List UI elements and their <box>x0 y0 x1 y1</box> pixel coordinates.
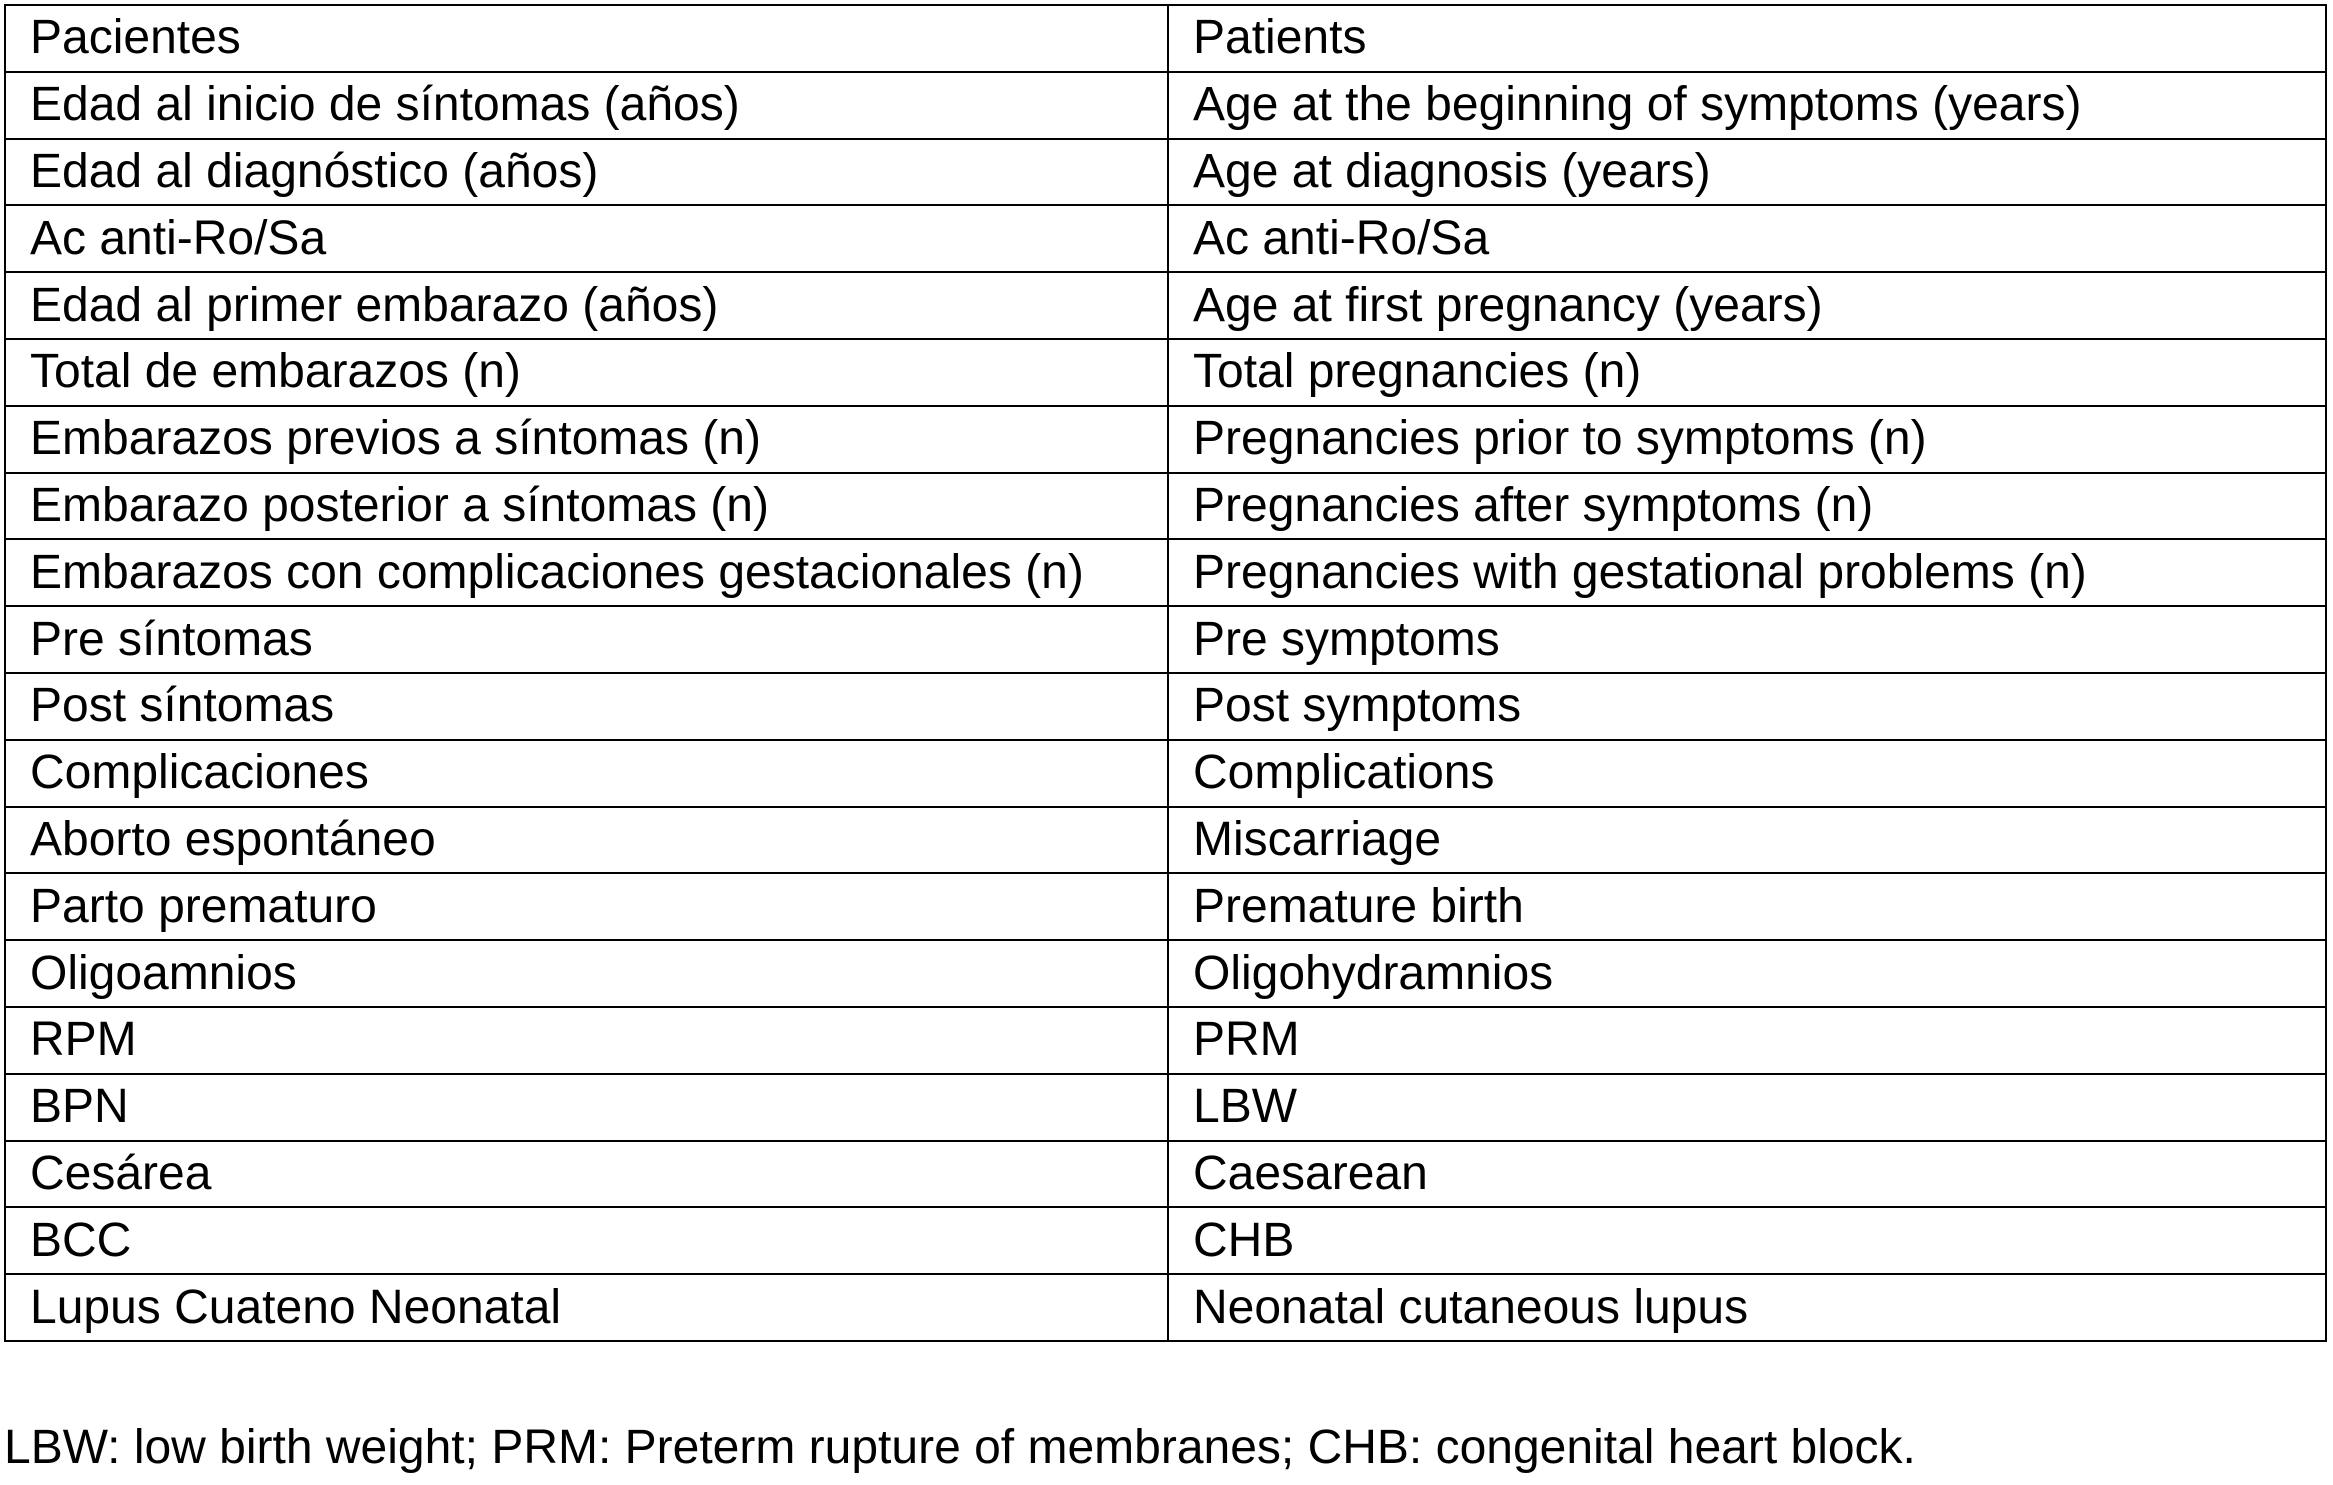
english-term-cell: Oligohydramnios <box>1168 940 2326 1007</box>
spanish-term-cell: RPM <box>5 1007 1168 1074</box>
table-row <box>5 673 2326 740</box>
english-term-cell: Complications <box>1168 740 2326 807</box>
spanish-term-cell: Pre síntomas <box>5 606 1168 673</box>
spanish-term-cell: Lupus Cuateno Neonatal <box>5 1274 1168 1341</box>
spanish-term-cell: Post síntomas <box>5 673 1168 740</box>
spanish-term-cell: BCC <box>5 1207 1168 1274</box>
spanish-term-cell: Ac anti-Ro/Sa <box>5 205 1168 272</box>
english-term-cell: Age at first pregnancy (years) <box>1168 272 2326 339</box>
table-row <box>5 339 2326 406</box>
table-row <box>5 940 2326 1007</box>
translation-table <box>4 4 2327 1342</box>
table-row <box>5 406 2326 473</box>
english-term-cell: LBW <box>1168 1074 2326 1141</box>
spanish-term-cell: Edad al primer embarazo (años) <box>5 272 1168 339</box>
spanish-term-cell: BPN <box>5 1074 1168 1141</box>
spanish-term-cell: Cesárea <box>5 1141 1168 1208</box>
english-term-cell: Premature birth <box>1168 873 2326 940</box>
english-term-cell: Patients <box>1168 5 2326 72</box>
table-row <box>5 205 2326 272</box>
spanish-term-cell: Embarazos con complicaciones gestacionales (n) <box>5 539 1168 606</box>
english-term-cell: Pregnancies prior to symptoms (n) <box>1168 406 2326 473</box>
spanish-term-cell: Aborto espontáneo <box>5 807 1168 874</box>
english-term-cell: Age at diagnosis (years) <box>1168 139 2326 206</box>
table-row <box>5 272 2326 339</box>
table-row <box>5 807 2326 874</box>
table-row <box>5 740 2326 807</box>
table-row <box>5 473 2326 540</box>
english-term-cell: Age at the beginning of symptoms (years) <box>1168 72 2326 139</box>
table-row <box>5 539 2326 606</box>
english-term-cell: Pregnancies with gestational problems (n) <box>1168 539 2326 606</box>
english-term-cell: CHB <box>1168 1207 2326 1274</box>
table-row <box>5 606 2326 673</box>
english-term-cell: Total pregnancies (n) <box>1168 339 2326 406</box>
table-row <box>5 1274 2326 1341</box>
table-body <box>5 5 2326 1341</box>
table-row <box>5 139 2326 206</box>
spanish-term-cell: Embarazo posterior a síntomas (n) <box>5 473 1168 540</box>
spanish-term-cell: Complicaciones <box>5 740 1168 807</box>
table-row <box>5 72 2326 139</box>
spanish-term-cell: Parto prematuro <box>5 873 1168 940</box>
english-term-cell: Neonatal cutaneous lupus <box>1168 1274 2326 1341</box>
table-row <box>5 1007 2326 1074</box>
english-term-cell: Pre symptoms <box>1168 606 2326 673</box>
table-row <box>5 5 2326 72</box>
spanish-term-cell: Pacientes <box>5 5 1168 72</box>
table-footnote: LBW: low birth weight; PRM: Preterm rupture of membranes; CHB: congenital heart block. <box>4 1421 1916 1474</box>
table-row <box>5 873 2326 940</box>
english-term-cell: Ac anti-Ro/Sa <box>1168 205 2326 272</box>
english-term-cell: Miscarriage <box>1168 807 2326 874</box>
table-row <box>5 1074 2326 1141</box>
table-row <box>5 1141 2326 1208</box>
spanish-term-cell: Embarazos previos a síntomas (n) <box>5 406 1168 473</box>
spanish-term-cell: Edad al inicio de síntomas (años) <box>5 72 1168 139</box>
english-term-cell: Pregnancies after symptoms (n) <box>1168 473 2326 540</box>
english-term-cell: PRM <box>1168 1007 2326 1074</box>
spanish-term-cell: Total de embarazos (n) <box>5 339 1168 406</box>
table-row <box>5 1207 2326 1274</box>
spanish-term-cell: Oligoamnios <box>5 940 1168 1007</box>
spanish-term-cell: Edad al diagnóstico (años) <box>5 139 1168 206</box>
english-term-cell: Caesarean <box>1168 1141 2326 1208</box>
english-term-cell: Post symptoms <box>1168 673 2326 740</box>
